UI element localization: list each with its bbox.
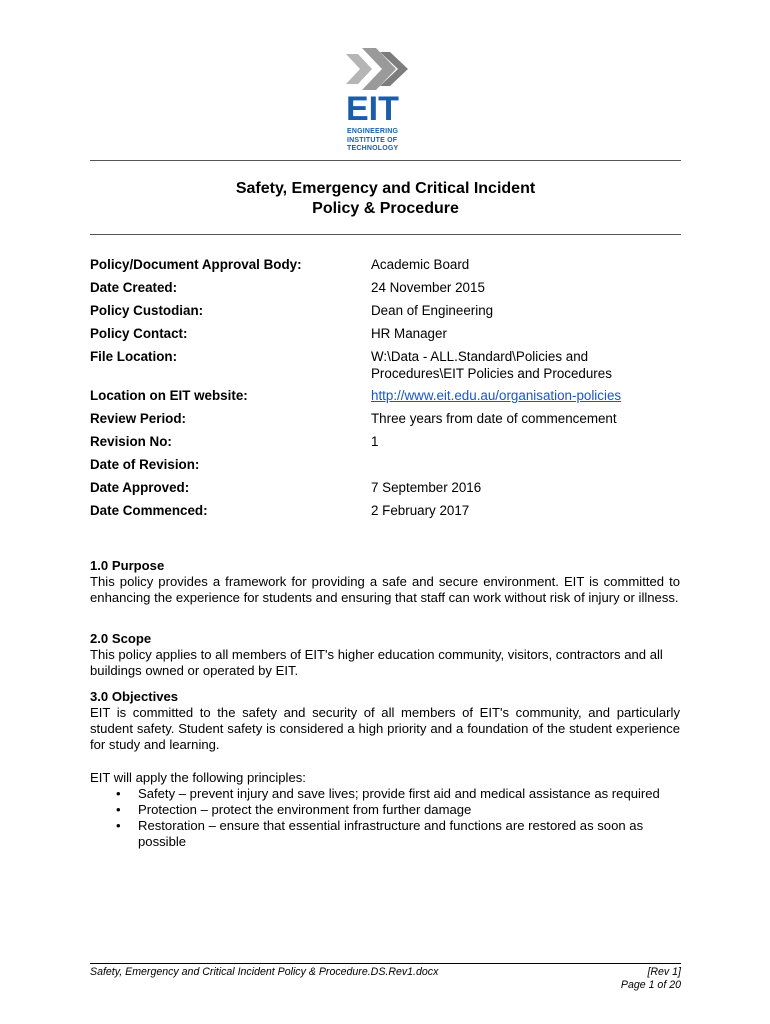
header-divider [90, 160, 681, 161]
footer-revision: [Rev 1] [647, 966, 681, 978]
eit-logo [340, 48, 410, 154]
section-scope [90, 631, 680, 679]
section-heading: 2.0 Scope [90, 631, 152, 646]
list-item: • Protection – protect the environment from further damage [116, 802, 472, 817]
section-text: EIT is committed to the safety and security of all members of EIT's community, and particularly student safety. Student safety is considered a high priority and a foundation of the student experience for study and learning. [90, 705, 680, 752]
principles [90, 770, 680, 850]
section-heading: 3.0 Objectives [90, 689, 179, 704]
logo-subtitle: ENGINEERING INSTITUTE OF TECHNOLOGY [347, 128, 399, 152]
footer-page-number: Page 1 of 20 [620, 979, 681, 991]
website-link[interactable]: http://www.eit.edu.au/organisation-policies [371, 388, 622, 403]
chevron-arrows-icon [346, 48, 408, 90]
bullet-icon: • [116, 818, 121, 833]
footer-page-info [560, 966, 681, 992]
title-divider [90, 234, 681, 235]
section-heading: 1.0 Purpose [90, 558, 165, 573]
principles-intro: EIT will apply the following principles: [90, 770, 306, 785]
logo-name: EIT [346, 90, 399, 128]
bullet-icon: • [116, 786, 121, 801]
bullet-icon: • [116, 802, 121, 817]
document-title: Safety, Emergency and Critical Incident Policy & Procedure [235, 180, 536, 217]
footer-doc-name: Safety, Emergency and Critical Incident Policy & Procedure.DS.Rev1.docx [90, 966, 439, 978]
section-purpose [90, 558, 680, 606]
list-item: • Safety – prevent injury and save lives; provide first aid and medical assistance as required [116, 786, 660, 801]
section-text: This policy provides a framework for providing a safe and secure environment. EIT is committed to enhancing the experience for students and ensuring that staff can work without risk of injury or illness. [90, 574, 680, 605]
section-text: This policy applies to all members of EIT's higher education community, visitors, contractors and all buildings owned or operated by EIT. [90, 647, 663, 678]
principles-list [90, 786, 680, 850]
footer-divider [90, 963, 681, 964]
list-item: • Restoration – ensure that essential infrastructure and functions are restored as soon as possible [116, 818, 644, 849]
section-objectives [90, 689, 680, 753]
